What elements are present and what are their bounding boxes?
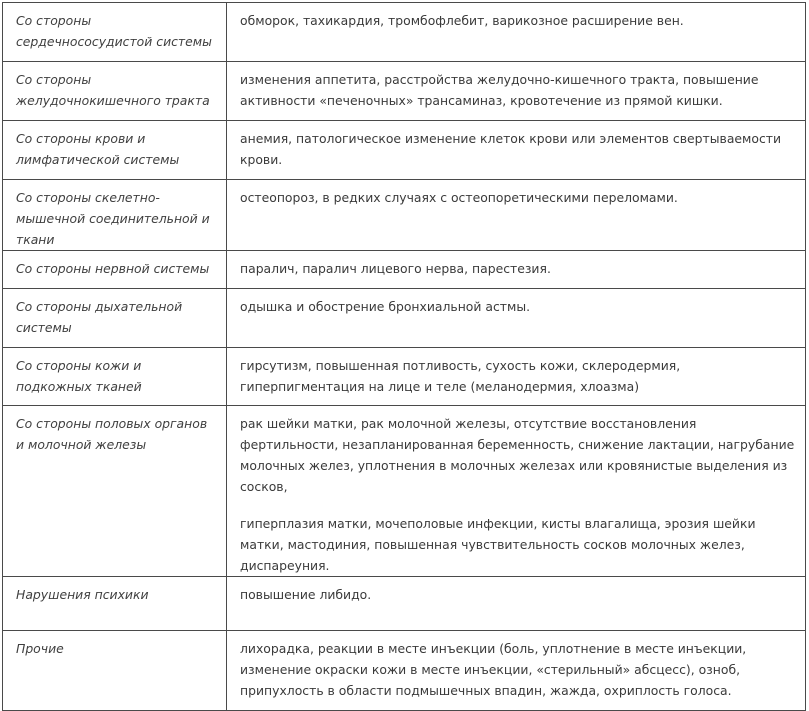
effects-cell [227, 406, 806, 577]
effects-text: изменения аппетита, расстройства желудочно-кишечного тракта, повышение активности «печеночных» трансаминаз, кровотечение из прямой кишки. [240, 72, 759, 108]
effects-text: рак шейки матки, рак молочной железы, отсутствие восстановления фертильности, незапланированная беременность, снижение лактации, нагрубание молочных желез, уплотнения в молочных железах или кровянистые выделения из сосков, [240, 416, 795, 494]
table-row [3, 406, 806, 577]
table-row [3, 348, 806, 406]
table-row [3, 289, 806, 348]
category-cell: Нарушения психики [3, 577, 227, 631]
table-row [3, 577, 806, 631]
effects-text: остеопороз, в редких случаях с остеопоретическими переломами. [240, 190, 678, 205]
effects-cell [227, 121, 806, 180]
table-row [3, 3, 806, 62]
table-row [3, 251, 806, 289]
effects-text: одышка и обострение бронхиальной астмы. [240, 299, 531, 314]
effects-cell [227, 289, 806, 348]
category-cell: Со стороны желудочнокишечного тракта [3, 62, 227, 121]
category-cell: Со стороны крови и лимфатической системы [3, 121, 227, 180]
category-cell: Со стороны половых органов и молочной железы [3, 406, 227, 577]
category-cell: Со стороны кожи и подкожных тканей [3, 348, 227, 406]
category-cell: Со стороны дыхательной системы [3, 289, 227, 348]
effects-text: анемия, патологическое изменение клеток крови или элементов свертываемости крови. [240, 131, 782, 167]
table-row [3, 180, 806, 251]
effects-cell [227, 348, 806, 406]
table-row [3, 62, 806, 121]
effects-text: гирсутизм, повышенная потливость, сухость кожи, склеродермия, гиперпигментация на лице и теле (меланодермия, хлоазма) [240, 358, 681, 394]
effects-text: паралич, паралич лицевого нерва, парестезия. [240, 261, 551, 276]
effects-cell [227, 180, 806, 251]
category-cell: Со стороны нервной системы [3, 251, 227, 289]
table-row [3, 121, 806, 180]
effects-cell [227, 577, 806, 631]
side-effects-table [2, 2, 806, 711]
effects-cell [227, 3, 806, 62]
effects-text: повышение либидо. [240, 587, 372, 602]
category-cell: Прочие [3, 631, 227, 711]
effects-text: обморок, тахикардия, тромбофлебит, варикозное расширение вен. [240, 13, 684, 28]
effects-text: лихорадка, реакции в месте инъекции (боль, уплотнение в месте инъекции, изменение окраски кожи в месте инъекции, «стерильный» абсцесс), озноб, припухлость в области подмышечных впадин, жажда, охриплость голоса. [240, 641, 747, 698]
category-cell: Со стороны сердечнососудистой системы [3, 3, 227, 62]
category-cell: Со стороны скелетно-мышечной соединительной и ткани [3, 180, 227, 251]
effects-text: гиперплазия матки, мочеполовые инфекции, кисты влагалища, эрозия шейки матки, мастодиния, повышенная чувствительность сосков молочных желез, диспареуния. [240, 516, 756, 573]
effects-cell [227, 251, 806, 289]
effects-cell [227, 62, 806, 121]
